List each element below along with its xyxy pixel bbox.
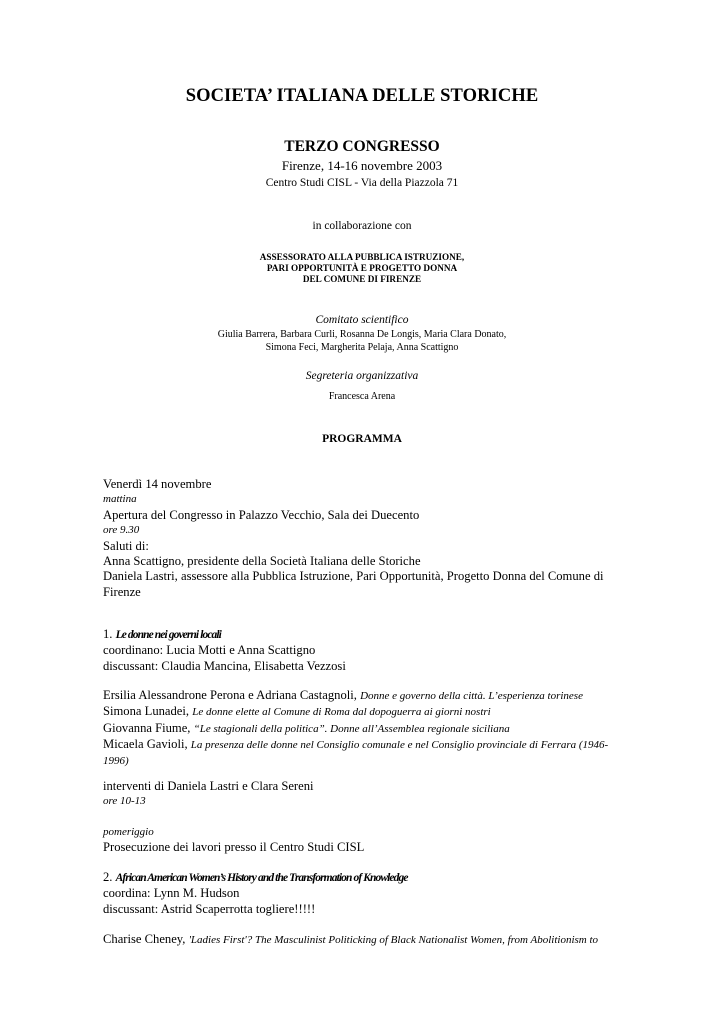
session2-number: 2.: [103, 870, 116, 884]
paper-item: [103, 721, 633, 737]
session1-discussants: discussant: Claudia Mancina, Elisabetta Vezzosi: [103, 658, 346, 673]
session1-heading: [103, 627, 633, 643]
paper-title: 'Ladies First'? The Masculinist Politicking of Black Nationalist Women, from Abolitionism to: [188, 934, 599, 946]
paper-author: Giovanna Fiume,: [103, 720, 194, 735]
paper-title: “Le stagionali della politica”. Donne all’Assemblea regionale siciliana: [193, 722, 510, 735]
session2-paper: [103, 932, 633, 948]
day1-block: [103, 477, 633, 600]
page-title: SOCIETA’ ITALIANA DELLE STORICHE: [185, 86, 539, 106]
session2-discussant: discussant: Astrid Scaperrotta togliere!!!!!: [103, 901, 316, 916]
congress-venue: Centro Studi CISL - Via della Piazzola 71: [265, 177, 459, 189]
day1-time: ore 9.30: [103, 524, 140, 537]
collaboration-text: in collaborazione con: [312, 220, 412, 232]
session1-coordinators: coordinano: Lucia Motti e Anna Scattigno: [103, 643, 316, 658]
session2-block: [103, 870, 633, 917]
paper-author: Ersilia Alessandrone Perona e Adriana Castagnoli,: [103, 688, 361, 702]
paper-item: [103, 737, 633, 753]
paper-item: [103, 688, 633, 704]
session1-number: 1.: [103, 627, 116, 641]
session1-interventi: interventi di Daniela Lastri e Clara Sereni: [103, 779, 314, 793]
committee-members-1: Giulia Barrera, Barbara Curli, Rosanna De Longis, Maria Clara Donato,: [217, 329, 507, 340]
session1-block: [103, 627, 633, 674]
secretariat-label: Segreteria organizzativa: [305, 370, 419, 382]
day1-greeting-2: Daniela Lastri, assessore alla Pubblica Istruzione, Pari Opportunità, Progetto Donna del Comune di: [103, 569, 604, 584]
afternoon-label: pomeriggio: [103, 826, 154, 838]
paper-item: [103, 704, 633, 720]
day1-greeting-2-cont: Firenze: [103, 584, 141, 599]
paper-title: La presenza delle donne nel Consiglio comunale e nel Consiglio provinciale di Ferrara (1946-: [190, 739, 609, 752]
congress-dates: Firenze, 14-16 novembre 2003: [281, 158, 443, 173]
partner-line-3: DEL COMUNE DI FIRENZE: [302, 274, 422, 284]
day1-greeting-1: Anna Scattigno, presidente della Società Italiana delle Storiche: [103, 554, 421, 569]
session1-papers: [103, 688, 633, 769]
partner-line-1: ASSESSORATO ALLA PUBBLICA ISTRUZIONE,: [259, 252, 465, 262]
paper-item: [103, 932, 633, 948]
paper-author: Simona Lunadei,: [103, 704, 193, 719]
day1-date: Venerdì 14 novembre: [103, 477, 212, 491]
day1-opening: Apertura del Congresso in Palazzo Vecchio, Sala dei Duecento: [103, 507, 420, 522]
paper-title-cont: 1996): [103, 754, 129, 767]
day1-morning: mattina: [103, 493, 137, 506]
paper-title: Donne e governo della città. L’esperienza torinese: [360, 690, 583, 702]
afternoon-text: Prosecuzione dei lavori presso il Centro Studi CISL: [103, 840, 365, 855]
session1-title: Le donne nei governi locali: [115, 629, 221, 641]
paper-author: Charise Cheney,: [103, 932, 189, 946]
session1-time: ore 10-13: [103, 795, 146, 808]
committee-members-2: Simona Feci, Margherita Pelaja, Anna Scattigno: [265, 342, 459, 353]
committee-label: Comitato scientifico: [315, 314, 409, 326]
partner-line-2: PARI OPPORTUNITÀ E PROGETTO DONNA: [266, 263, 458, 273]
secretariat-member: Francesca Arena: [328, 391, 396, 402]
paper-title: Le donne elette al Comune di Roma dal dopoguerra ai giorni nostri: [192, 706, 491, 719]
afternoon-block: [103, 825, 633, 856]
session2-coordinator: coordina: Lynn M. Hudson: [103, 886, 240, 901]
programme-heading: PROGRAMMA: [322, 433, 402, 445]
congress-title: TERZO CONGRESSO: [284, 138, 440, 155]
session1-interventions: [103, 779, 633, 810]
session2-heading: [103, 870, 633, 886]
day1-saluti: Saluti di:: [103, 538, 149, 553]
paper-author: Micaela Gavioli,: [103, 737, 191, 752]
session2-title: African American Women’s History and the Transformation of Knowledge: [115, 872, 408, 884]
